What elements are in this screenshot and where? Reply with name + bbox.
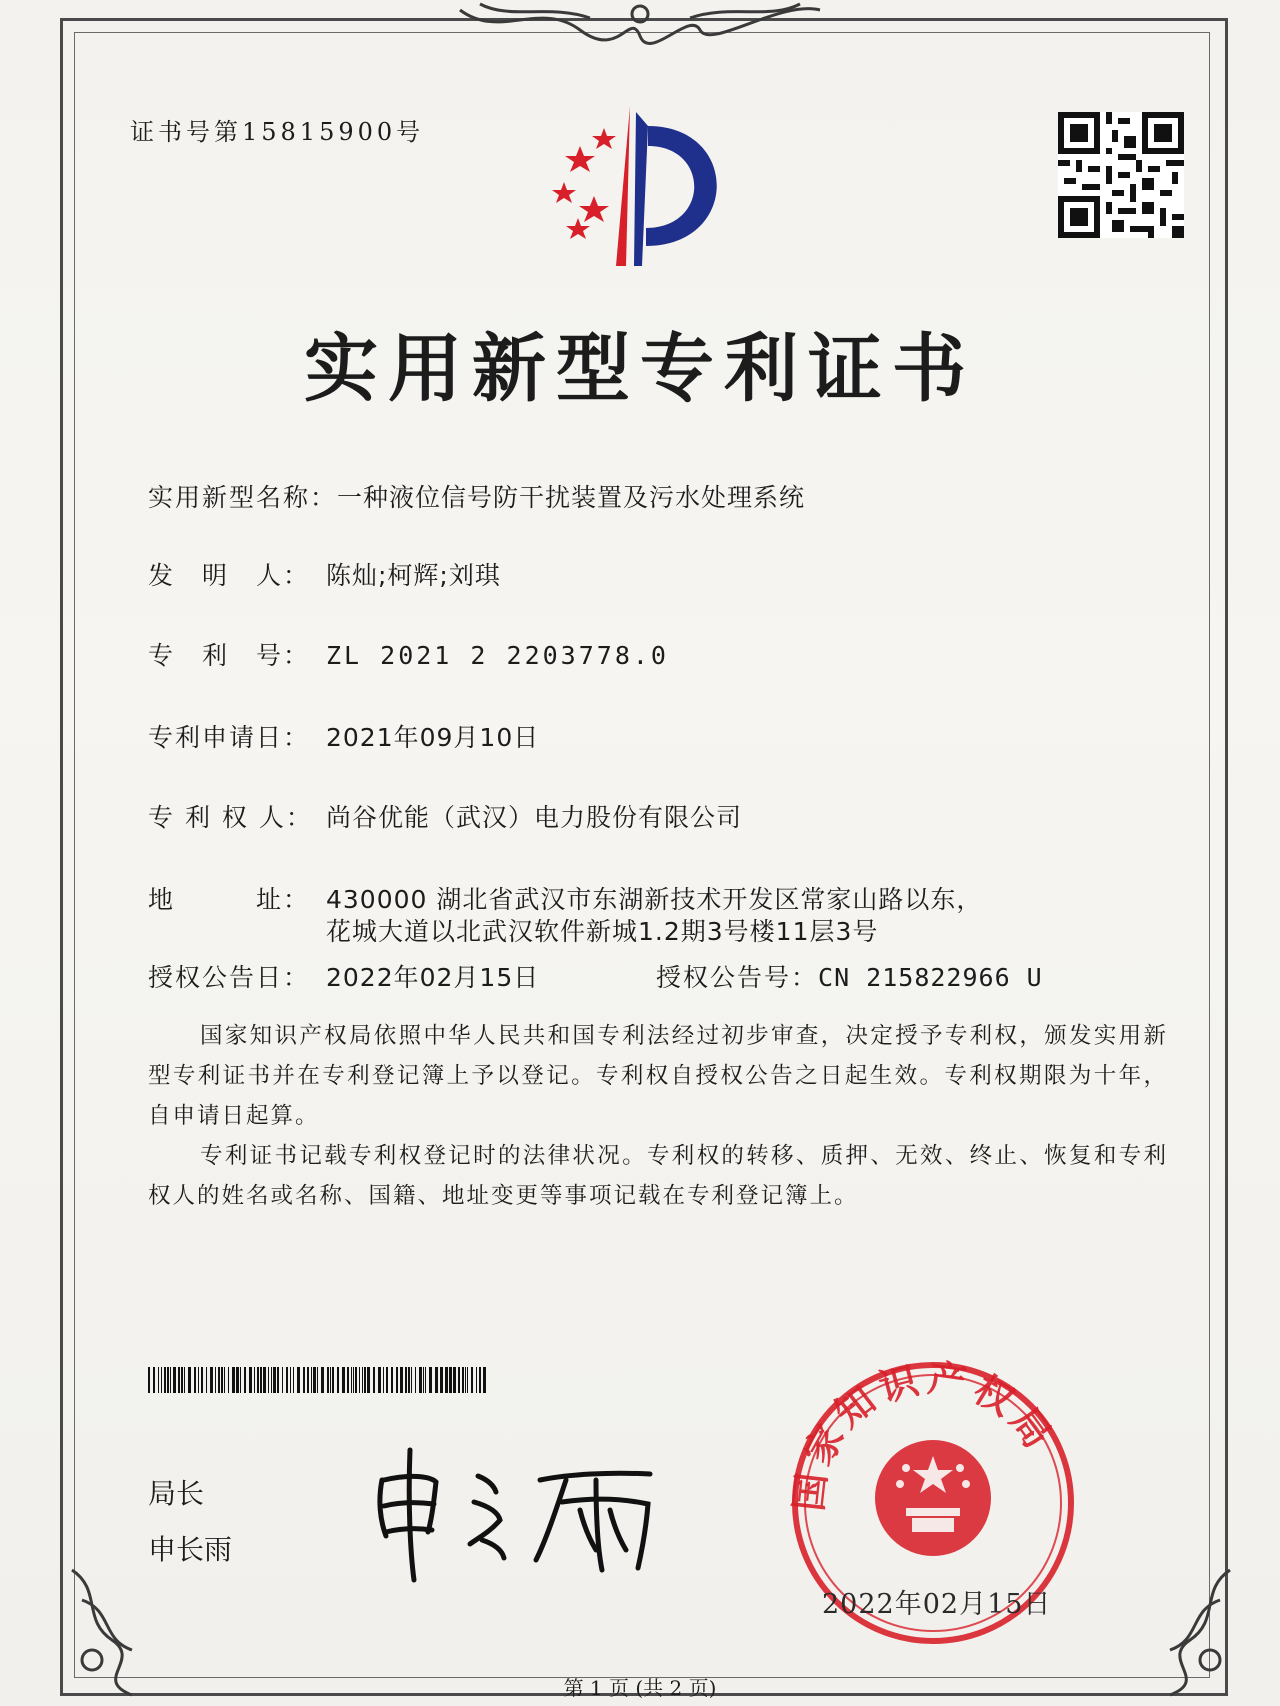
inventor-label: 发 明 人：	[148, 561, 311, 590]
address-line2: 花城大道以北武汉软件新城1.2期3号楼11层3号	[326, 917, 879, 946]
barcode-icon	[148, 1367, 492, 1393]
page-title: 实用新型专利证书	[304, 326, 976, 412]
director-name: 申长雨	[148, 1533, 233, 1566]
certificate-number: 证书号第15815900号	[130, 118, 425, 146]
patentee-label: 专 利 权 人：	[148, 803, 313, 832]
address-row	[148, 880, 982, 916]
patentee-row	[148, 798, 742, 834]
statement-paragraph-2: 专利证书记载专利权登记时的法律状况。专利权的转移、质押、无效、终止、恢复和专利权人的姓名或名称、国籍、地址变更等事项记载在专利登记簿上。	[148, 1143, 1168, 1209]
address-label: 地 址：	[148, 885, 311, 914]
patent-number-row	[148, 636, 669, 672]
grant-number-label: 授权公告号：	[656, 963, 819, 992]
grant-date-value: 2022年02月15日	[326, 963, 540, 992]
grant-date-row	[148, 958, 539, 994]
grant-number-value: CN 215822966 U	[818, 963, 1043, 992]
inventor-value: 陈灿;柯辉;刘琪	[326, 561, 501, 590]
inventor-row	[148, 556, 501, 592]
grant-number-row	[656, 958, 1043, 994]
patent-number-label: 专 利 号：	[148, 641, 311, 670]
statement-paragraph-1: 国家知识产权局依照中华人民共和国专利法经过初步审查，决定授予专利权，颁发实用新型专利证书并在专利登记簿上予以登记。专利权自授权公告之日起生效。专利权期限为十年，自申请日起算。	[148, 1023, 1168, 1129]
cnipa-emblem-icon	[550, 106, 750, 276]
grant-date-label: 授权公告日：	[148, 963, 311, 992]
seal-text: 国家知识产权局	[785, 1358, 1065, 1514]
top-ornament-icon	[440, 0, 840, 46]
seal-date: 2022年02月15日	[822, 1589, 1052, 1620]
filing-date-value: 2021年09月10日	[326, 723, 540, 752]
director-title: 局长	[148, 1477, 205, 1510]
filing-date-row	[148, 718, 539, 754]
address-line1: 430000 湖北省武汉市东湖新技术开发区常家山路以东，	[326, 885, 983, 914]
utility-model-name-label: 实用新型名称：	[148, 483, 338, 512]
page-number: 第 1 页 (共 2 页)	[563, 1676, 717, 1700]
qr-code-icon	[1058, 112, 1184, 238]
patent-number-value: ZL 2021 2 2203778.0	[326, 641, 669, 670]
utility-model-name-value: 一种液位信号防干扰装置及污水处理系统	[337, 483, 806, 512]
filing-date-label: 专利申请日：	[148, 723, 311, 752]
director-signature-icon	[370, 1440, 670, 1590]
patentee-value: 尚谷优能（武汉）电力股份有限公司	[326, 803, 743, 832]
utility-model-name-row	[148, 478, 805, 514]
